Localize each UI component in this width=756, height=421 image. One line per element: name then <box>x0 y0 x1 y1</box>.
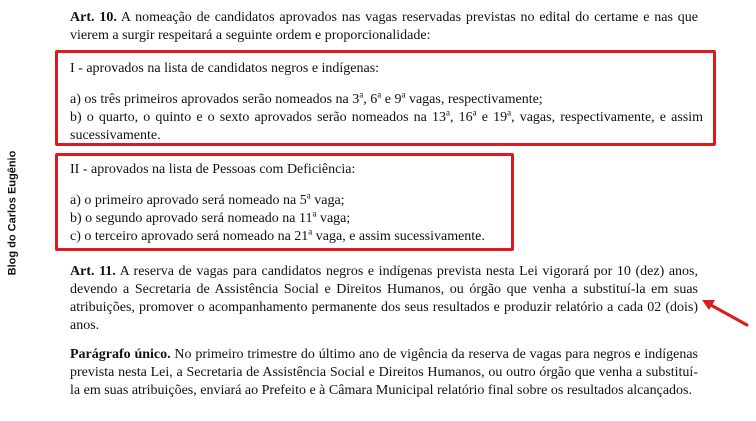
article-10-text: A nomeação de candidatos aprovados nas vagas reservadas previstas no edital do certame e nas que vierem a surgir respeitará a seguinte ordem e proporcionalidade: <box>70 10 698 43</box>
box2-item-b: b) o segundo aprovado será nomeado na 11$^a$ vaga; <box>70 208 351 226</box>
paragrafo-unico-label: Parágrafo único. <box>70 347 171 362</box>
box1-item-b: b) o quarto, o quinto e o sexto aprovados serão nomeados na 13$^a$, 16$^a$ e 19$^a$, vagas, respectivamente, e assim sucessivamente. <box>70 107 704 143</box>
blog-watermark-text: Blog do Carlos Eugênio <box>6 150 19 276</box>
box2-item-c: c) o terceiro aprovado será nomeado na 21$^a$ vaga, e assim sucessivamente. <box>70 226 485 244</box>
box1-heading: I - aprovados na lista de candidatos negros e indígenas: <box>70 61 380 76</box>
highlight-box-negros-indigenas <box>55 50 716 146</box>
box2-heading: II - aprovados na lista de Pessoas com Deficiência: <box>70 162 356 177</box>
article-11-text: A reserva de vagas para candidatos negros e indígenas prevista nesta Lei vigorará por 10 (dez) anos, devendo a Secretaria de Assistência Social e Direitos Humanos, ou órgão que venha a substituí-la em suas atribuições, promover o acompanhamento permanente dos seus resultados e produzir relatório a cada 02 (dois) anos. <box>70 264 698 333</box>
box1-item-a: a) os três primeiros aprovados serão nomeados na 3$^a$, 6$^a$ e 9$^a$ vagas, respectivamente; <box>70 89 543 107</box>
blog-watermark <box>3 143 21 283</box>
article-10-label: Art. 10. <box>70 10 117 25</box>
article-10 <box>70 9 698 45</box>
red-arrow-shaft <box>709 304 747 325</box>
red-arrow-icon <box>699 294 751 330</box>
article-11 <box>70 263 698 335</box>
highlight-box-pcd <box>55 153 514 251</box>
box2-item-a: a) o primeiro aprovado será nomeado na 5$^a$ vaga; <box>70 190 345 208</box>
article-11-label: Art. 11. <box>70 264 116 279</box>
paragrafo-unico-text: No primeiro trimestre do último ano de vigência da reserva de vagas para negros e indígenas prevista nesta Lei, a Secretaria de Assistência Social e Direitos Humanos, ou outro órgão que venha a substituí-la em suas atribuições, enviará ao Prefeito e à Câmara Municipal relatório final sobre os resultados alcançados. <box>70 347 698 398</box>
paragrafo-unico <box>70 346 698 400</box>
